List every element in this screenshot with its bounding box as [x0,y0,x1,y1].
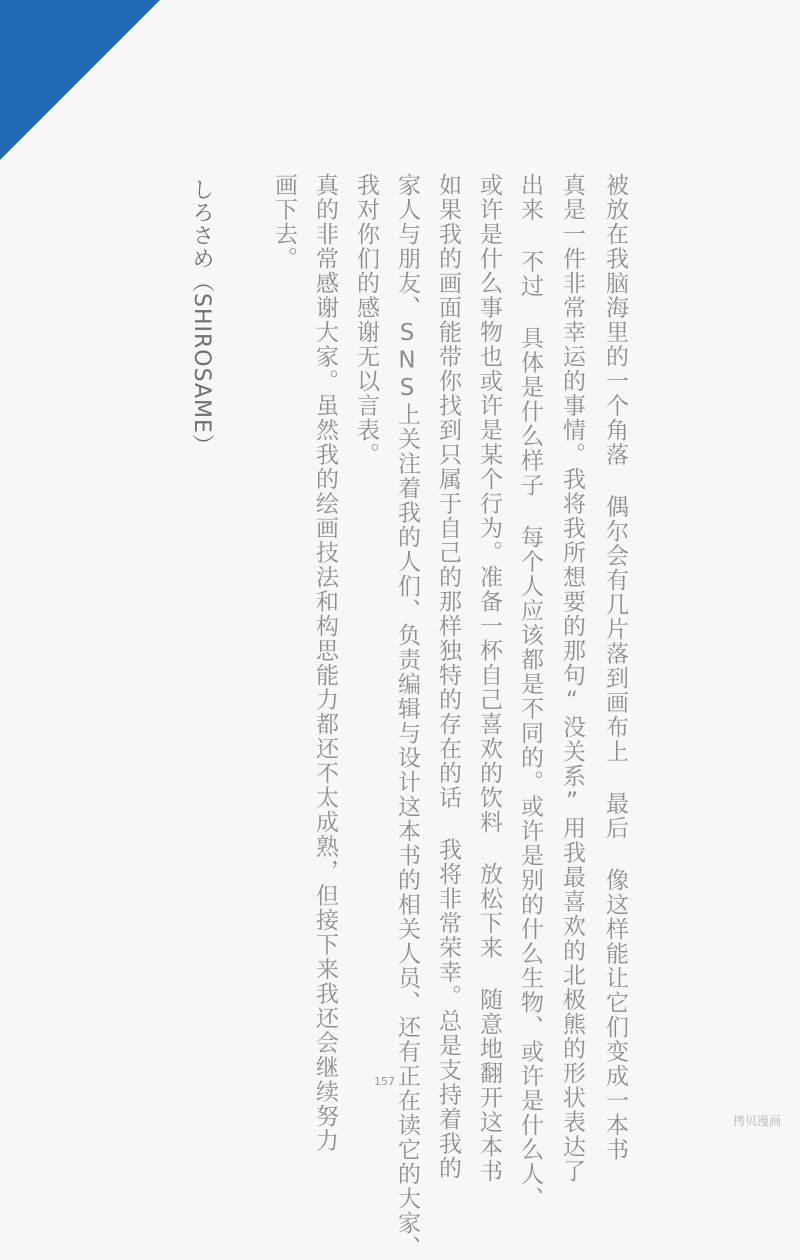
text-column-9: 画下去。 [271,173,297,271]
blue-corner-decoration [0,0,160,160]
text-column-1: 被放在我脑海里的一个角落 偶尔会有几片落到画布上 最后 像这样能让它们变成一本书 [602,173,628,1162]
text-column-7: 我对你们的感谢无以言表。 [353,173,379,467]
text-column-2: 真是一件非常幸运的事情。我将我所想要的那句“没关系”用我最喜欢的北极熊的形状表达了 [559,173,585,1184]
text-column-6: 家人与朋友、SNS上关注着我的人们、负责编辑与设计这本书的相关人员、还有正在读它的大家、 [394,173,420,1260]
text-column-3: 出来 不过 具体是什么样子 每个人应该都是不同的。或许是别的什么生物、或许是什么人、 [517,173,543,1211]
author-signature: しろさめ（SHIROSAME） [189,178,214,457]
watermark: 拷贝漫画 [733,1114,782,1128]
page-number: 157 [374,1075,395,1088]
text-column-5: 如果我的画面能带你找到只属于自己的那样独特的存在的话 我将非常荣幸。总是支持着我的 [435,173,461,1181]
text-column-8: 真的非常感谢大家。虽然我的绘画技法和构思能力都还不太成熟，但接下来我还会继续努力 [312,173,338,1153]
text-column-4: 或许是什么事物也或许是某个行为。准备一杯自己喜欢的饮料 放松下来 随意地翻开这本书 [476,173,502,1184]
